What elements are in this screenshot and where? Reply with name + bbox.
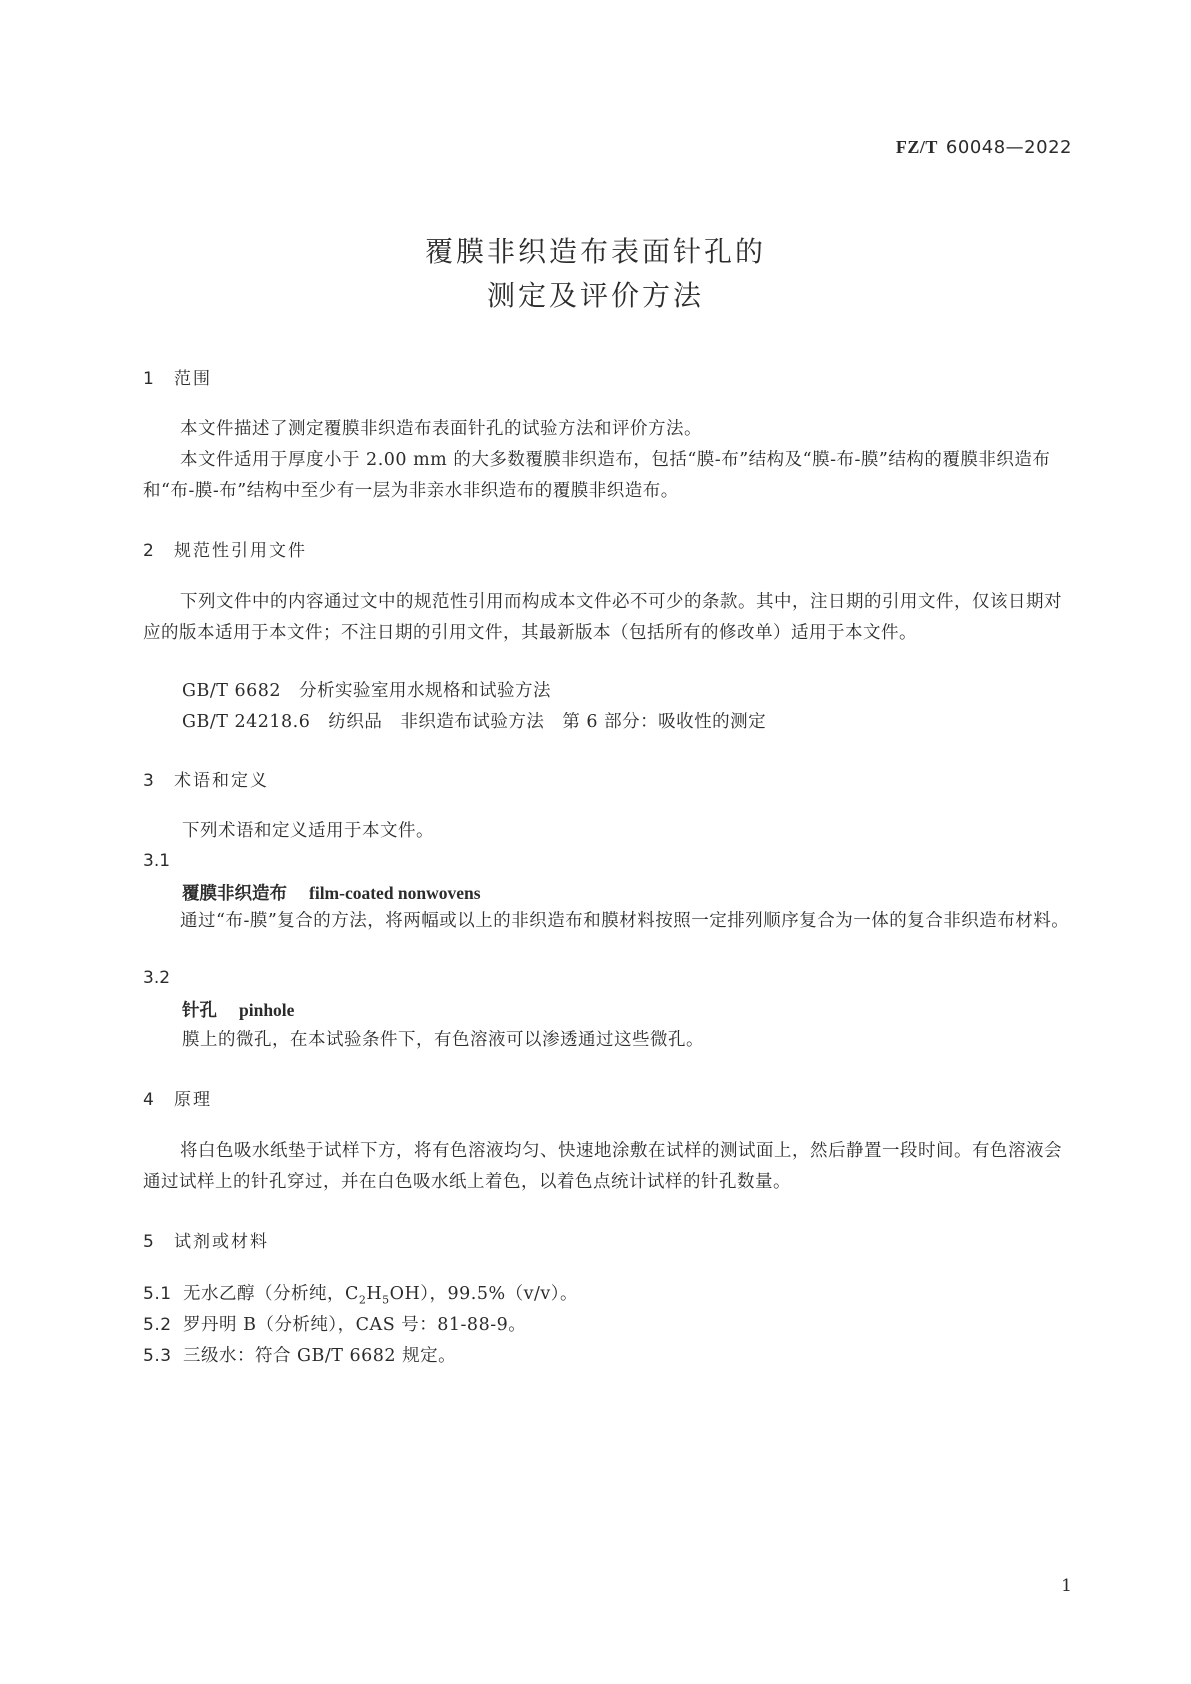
section-title: 规范性引用文件: [174, 541, 307, 561]
term-number-3-2: 3.2: [143, 968, 171, 988]
section-3-intro: 下列术语和定义适用于本文件。: [182, 821, 434, 841]
item-number: 5.1: [143, 1284, 172, 1304]
section-1-heading: [143, 364, 212, 389]
term-3-2: [182, 997, 294, 1022]
page-number: 1: [1061, 1576, 1072, 1596]
section-4-heading: [143, 1085, 212, 1110]
term-chinese: 针孔: [182, 1001, 217, 1021]
item-text-pre: 无水乙醇（分析纯，C: [183, 1284, 359, 1304]
term-chinese: 覆膜非织造布: [182, 884, 287, 904]
term-english: pinhole: [239, 1000, 295, 1020]
subscript: 5: [382, 1293, 390, 1307]
document-title-line-2: 测定及评价方法: [486, 279, 704, 312]
section-number: 1: [143, 369, 156, 389]
term-number-3-1: 3.1: [143, 851, 171, 871]
subscript: 2: [358, 1293, 367, 1307]
item-number: 5.3: [143, 1346, 172, 1366]
section-title: 术语和定义: [174, 771, 269, 791]
document-title-line-1: 覆膜非织造布表面针孔的: [424, 235, 766, 268]
section-number: 5: [143, 1232, 156, 1252]
paragraph: 本文件描述了测定覆膜非织造布表面针孔的试验方法和评价方法。: [180, 419, 702, 439]
section-2-heading: [143, 536, 307, 561]
item-text-post: OH），99.5%（v/v）。: [389, 1284, 579, 1304]
definition: 通过“布-膜”复合的方法，将两幅或以上的非织造布和膜材料按照一定排列顺序复合为一体的复合非织造布材料。: [180, 911, 1070, 931]
term-3-1: [182, 880, 481, 905]
term-3-1-definition: [143, 906, 1073, 937]
item-number: 5.2: [143, 1315, 172, 1335]
section-number: 3: [143, 771, 156, 791]
normative-reference-2: GB/T 24218.6 纺织品 非织造布试验方法 第 6 部分：吸收性的测定: [182, 712, 767, 732]
item-text: 罗丹明 B（分析纯），CAS 号：81-88-9。: [183, 1315, 527, 1335]
item-text: 三级水：符合 GB/T 6682 规定。: [183, 1346, 457, 1366]
section-number: 4: [143, 1090, 156, 1110]
paragraph: 本文件适用于厚度小于 2.00 mm 的大多数覆膜非织造布，包括“膜-布”结构及“膜-布-膜”结构的覆膜非织造布和“布-膜-布”结构中至少有一层为非亲水非织造布的覆膜非织造布。: [143, 450, 1051, 501]
term-english: film-coated nonwovens: [309, 883, 481, 903]
item-text-mid: H: [366, 1284, 383, 1304]
section-3-heading: [143, 766, 269, 791]
section-5-heading: [143, 1227, 269, 1252]
section-2-body: [143, 587, 1073, 649]
term-3-2-definition: 膜上的微孔，在本试验条件下，有色溶液可以渗透通过这些微孔。: [182, 1030, 704, 1050]
section-title: 试剂或材料: [174, 1232, 269, 1252]
reagent-item-5-1: [143, 1280, 578, 1307]
section-1-body: [143, 414, 1073, 507]
normative-reference-1: GB/T 6682 分析实验室用水规格和试验方法: [182, 681, 552, 701]
standard-code: [896, 137, 1072, 158]
section-title: 范围: [174, 369, 212, 389]
reagent-item-5-3: [143, 1342, 456, 1367]
paragraph: 将白色吸水纸垫于试样下方，将有色溶液均匀、快速地涂敷在试样的测试面上，然后静置一段时间。有色溶液会通过试样上的针孔穿过，并在白色吸水纸上着色，以着色点统计试样的针孔数量。: [143, 1141, 1062, 1192]
reagent-item-5-2: [143, 1311, 526, 1336]
section-4-body: [143, 1136, 1073, 1198]
paragraph: 下列文件中的内容通过文中的规范性引用而构成本文件必不可少的条款。其中，注日期的引用文件，仅该日期对应的版本适用于本文件；不注日期的引用文件，其最新版本（包括所有的修改单）适用于本文件。: [143, 592, 1062, 643]
standard-code-number: 60048—2022: [945, 137, 1072, 158]
standard-code-prefix: FZ/T: [895, 137, 938, 157]
section-number: 2: [143, 541, 156, 561]
section-title: 原理: [174, 1090, 212, 1110]
